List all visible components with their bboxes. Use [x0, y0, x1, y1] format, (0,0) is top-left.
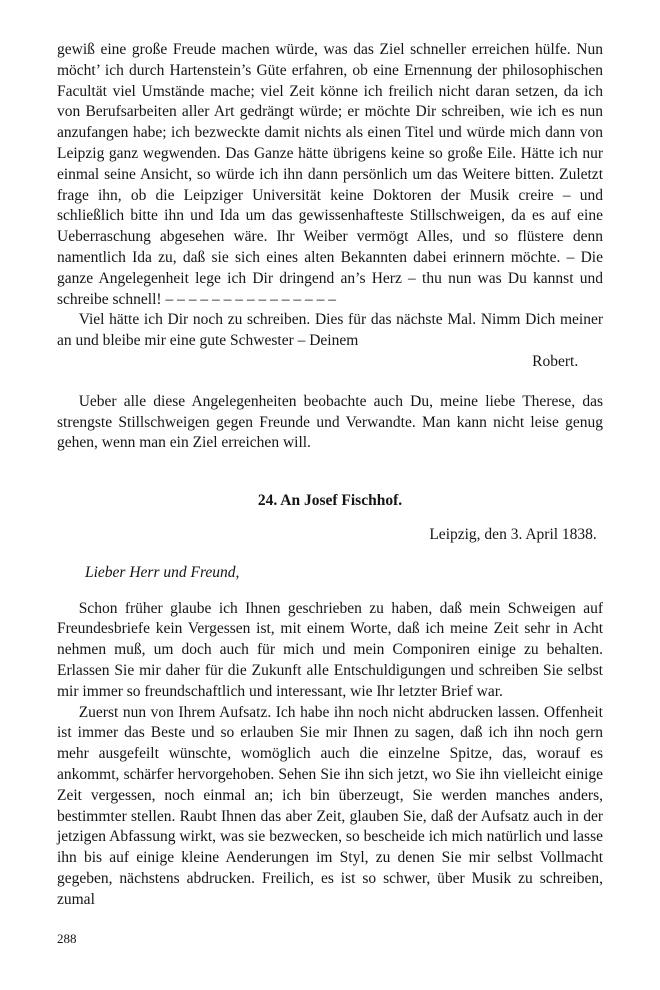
dateline: Leipzig, den 3. April 1838. — [429, 525, 597, 543]
page-number: 288 — [57, 931, 77, 947]
paragraph-closing: Viel hätte ich Dir noch zu schreiben. Dies für das nächste Mal. Nimm Dich meiner an und bleibe mir eine gute Schwester – Deinem — [57, 311, 603, 350]
signature: Robert. — [532, 352, 579, 370]
paragraph-letter-body: Schon früher glaube ich Ihnen geschrieben zu haben, daß mein Schweigen auf Freundesbriefe kein Vergessen ist, mit einem Worte, daß ich meine Zeit sehr in Acht nehmen muß, um doch auch für mich und mein Componiren einige zu behalten. Erlassen Sie mir daher für die Zukunft alle Entschuldigungen und schreiben Sie selbst mir immer so freundschaftlich und interessant, wie Ihr letzter Brief war. — [57, 599, 603, 700]
paragraph-letter-continuation: gewiß eine große Freude machen würde, was das Ziel schneller erreichen hülfe. Nun möcht’ ich durch Hartenstein’s Güte erfahren, ob eine Ernennung der philosophischen Facultät viel Umstände mache; viel Zeit könne ich freilich nicht daran setzen, da ich von Berufsarbeiten aller Art gedrängt würde; er möchte Dir schreiben, wie ich es nun anzufangen habe; ich bezweckte damit nichts als einen Titel und würde mich dann von Leipzig ganz wegwenden. Das Ganze hätte übrigens keine so große Eile. Hätte ich nur einmal seine Ansicht, so würde ich ihn dann persönlich um das Weitere bitten. Zuletzt frage ihn, ob die Leipziger Universität keine Doktoren der Musik creire – und schließlich bitte ihn und Ida um das gewissenhafteste Stillschweigen, da es auf eine Ueberraschung abgesehen wäre. Ihr Weiber vermögt Alles, und so flüstere denn namentlich Ida zu, daß sie sich eines alten Bekannten dabei erinnern möchte. – Die ganze Angelegenheit lege ich Dir dringend an’s Herz – thu nun was Du kannst und schreibe schnell! – – – – – – – – – – – – – – – — [57, 41, 603, 308]
postscript-paragraph: Ueber alle diese Angelegenheiten beobachte auch Du, meine liebe Therese, das strengste Stillschweigen gegen Freunde und Verwandte. Man kann nicht leise genug gehen, wenn man ein Ziel erreichen will. — [57, 392, 603, 452]
letter-heading: 24. An Josef Fischhof. — [257, 492, 403, 510]
paragraph-letter-body: Zuerst nun von Ihrem Aufsatz. Ich habe ihn noch nicht abdrucken lassen. Offenheit ist immer das Beste und so erlauben Sie mir Ihnen zu sagen, daß ich ihn noch gern mehr ausgefeilt wünschte, womöglich auch die einzelne Spitze, das, worauf es ankommt, schärfer hervorgehoben. Sehen Sie ihn sich jetzt, wo Sie ihn vielleicht einige Zeit vergessen, noch einmal an; ich bin überzeugt, Sie werden manches anders, bestimmter stellen. Raubt Ihnen das aber Zeit, glauben Sie, daß der Aufsatz auch in der jetzigen Abfassung wirkt, was sie bezwecken, so bescheide ich mich natürlich und lasse ihn bis auf einige kleine Aenderungen im Styl, zu denen Sie mir selbst Vollmacht gegeben, nächstens abdrucken. Freilich, es ist so schwer, über Musik zu schreiben, zumal — [57, 703, 603, 908]
salutation: Lieber Herr und Freund, — [85, 563, 240, 581]
